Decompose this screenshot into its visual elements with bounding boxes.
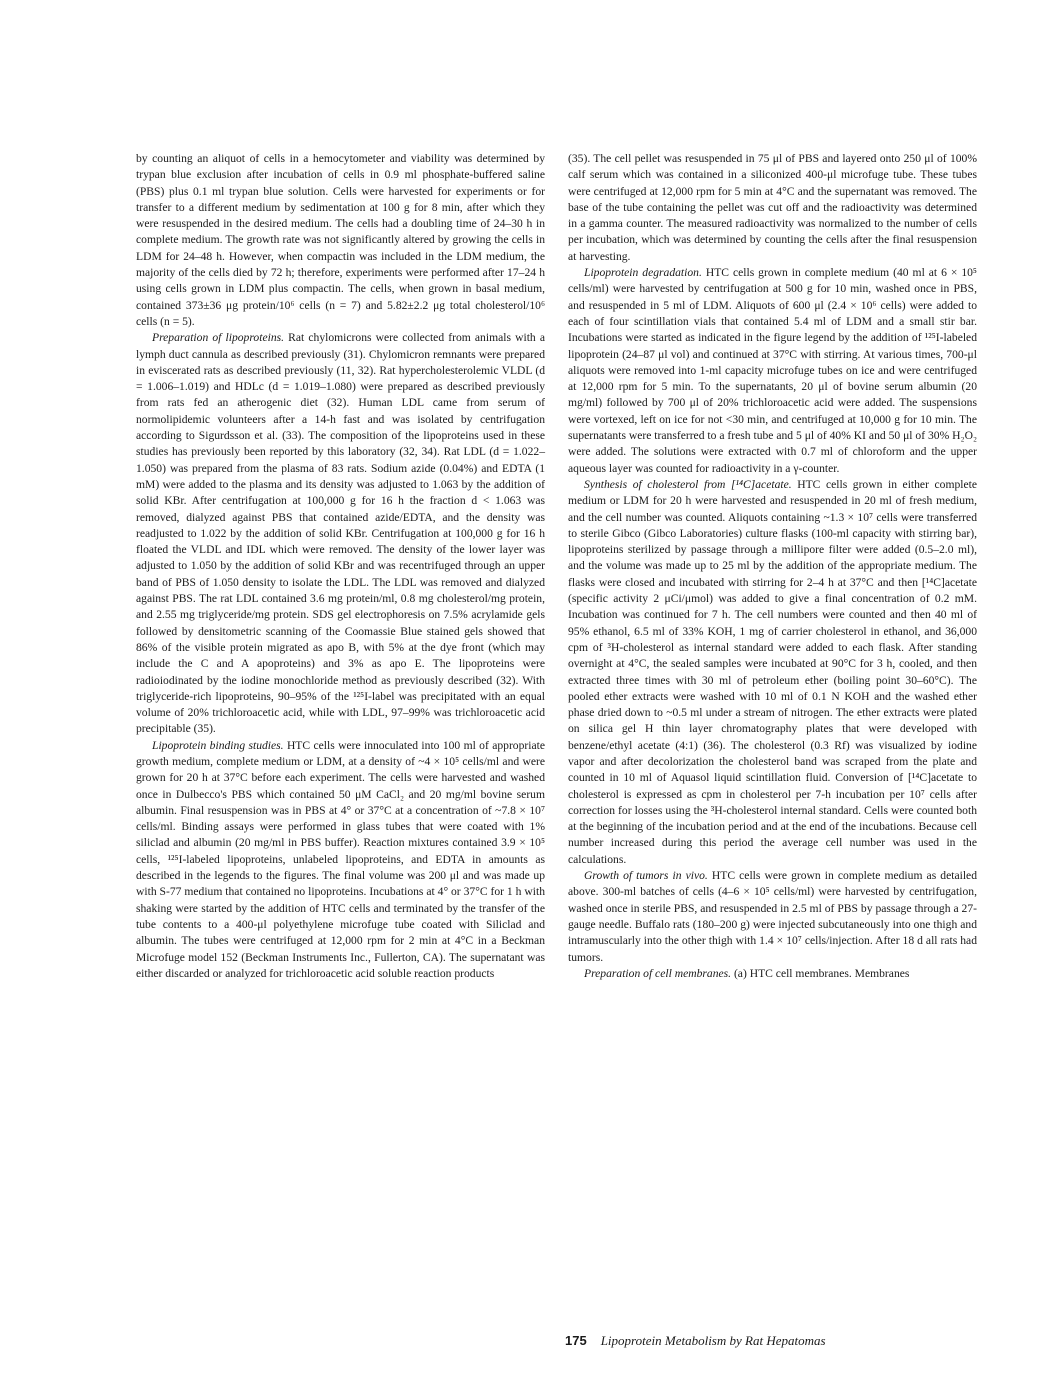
paragraph-preparation-of-lipoproteins: Preparation of lipoproteins. Rat chylomicrons were collected from animals with a lymph duct cannula as described previously (31). Chylomicron remnants were prepared in eviscerated rats as described previously (11, 32). Rat hypercholesterolemic VLDL (d = 1.006–1.019) and HDLc (d = 1.019–1.080) were prepared as described previously from rats fed an atherogenic diet (32). Human LDL came from serum of normolipidemic volunteers after a 14-h fast and was isolated by centrifugation according to Sigurdsson et al. (33). The composition of the lipoproteins used in these studies has previously been reported by this laboratory (32, 34). Rat LDL (d = 1.022–1.050) was prepared from the plasma of 83 rats. Sodium azide (0.04%) and EDTA (1 mM) were added to the plasma and its density was adjusted to 1.063 by the addition of solid KBr. After centrifugation at 100,000 g for 16 h the fraction d < 1.063 was removed, dialyzed against PBS that contained azide/EDTA, and the density was readjusted to 1.022 by the addition of solid KBr. Centrifugation at 100,000 g for 16 h floated the VLDL and IDL which were removed. The density of the lower layer was adjusted to 1.050 by the addition of solid KBr and was recentrifuged through an upper band of PBS of 1.050 density to isolate the LDL. The LDL was removed and dialyzed against PBS. The rat LDL contained 3.6 mg protein/ml, 0.8 mg cholesterol/mg protein, and 2.55 mg triglyceride/mg protein. SDS gel electrophoresis on 7.5% acrylamide gels followed by densitometric scanning of the Coomassie Blue stained gels showed that 86% of the visible protein migrated as apo B, with 5% at the dye front (which may include the C and A apoproteins) and 3% as apo E. The lipoproteins were radioiodinated by the iodine monochloride method as previously described (32). With triglyceride-rich lipoproteins, 90–95% of the ¹²⁵I-label was precipitated with an equal volume of 20% trichloroacetic acid, while with LDL, 97–99% was trichloroacetic acid precipitable (35). [136,331,545,736]
paragraph-cell-pellet: (35). The cell pellet was resuspended in 75 μl of PBS and layered onto 250 μl of 100% calf serum which was contained in a siliconized 400-μl microfuge tube. These tubes were centrifuged at 12,000 rpm for 5 min at 4°C and the supernatant was removed. The base of the tube containing the pellet was cut off and the radioactivity was determined in a gamma counter. The measured radioactivity was normalized to the number of cells per incubation, which was determined by counting the cells after the final resuspension at harvesting. [568,152,977,263]
right-column [568,151,977,982]
run-in-heading: Preparation of lipoproteins. [152,331,285,345]
run-in-heading: Synthesis of cholesterol from [¹⁴C]acetate. [584,477,792,491]
run-in-heading: Lipoprotein degradation. [584,266,702,280]
run-in-heading: Lipoprotein binding studies. [152,738,284,752]
run-in-heading: Growth of tumors in vivo. [584,869,708,883]
paragraph-lipoprotein-binding-studies: Lipoprotein binding studies. HTC cells were innoculated into 100 ml of appropriate growth medium, complete medium or LDM, at a density of ~4 × 10⁵ cells/ml and were grown for 20 h at 37°C before each experiment. The cells were harvested and washed once in Dulbecco's PBS which contained 50 μM CaCl₂ and 20 mg/ml bovine serum albumin. Final resuspension was in PBS at 4° or 37°C at a concentration of ~7.8 × 10⁷ cells/ml. Binding assays were performed in glass tubes that were coated with 1% siliclad and albumin (20 mg/ml in PBS buffer). Reaction mixtures contained 3.9 × 10⁵ cells, ¹²⁵I-labeled lipoproteins, unlabeled lipoproteins, and EDTA in amounts as described in the legends to the figures. The final volume was 200 μl and was made up with S-77 medium that contained no lipoproteins. Incubations at 4° or 37°C for 1 h with shaking were started by the addition of HTC cells and terminated by the transfer of the tube contents to a 400-μl polyethylene microfuge tube coated with Siliclad and albumin. The tubes were centrifuged at 12,000 rpm for 2 min at 4°C in a Beckman Microfuge model 152 (Beckman Instruments Inc., Fullerton, CA). The supernatant was either discarded or analyzed for trichloroacetic acid soluble reaction products [136,738,545,980]
page-footer [565,1333,826,1349]
running-title: Lipoprotein Metabolism by Rat Hepatomas [600,1333,826,1348]
paragraph-cell-counting: by counting an aliquot of cells in a hemocytometer and viability was determined by trypan blue exclusion after incubation of cells in 0.9 ml phosphate-buffered saline (PBS) plus 0.1 ml trypan blue solution. Cells were harvested for experiments or for transfer to a different medium by sedimentation at 100 g for 8 min, after which they were resuspended in the desired medium. The cells had a doubling time of 24–30 h in complete medium. The growth rate was not significantly altered by growing the cells in LDM for 24–48 h. However, when compactin was included in the LDM medium, the majority of the cells died by 72 h; therefore, experiments were performed after 17–24 h using cells grown in LDM plus compactin. The cells, when grown in basal medium, contained 373±36 μg protein/10⁶ cells (n = 7) and 5.82±2.2 μg total cholesterol/10⁶ cells (n = 5). [136,152,545,328]
paragraph-synthesis-of-cholesterol: Synthesis of cholesterol from [¹⁴C]acetate. HTC cells grown in either complete medium or LDM for 20 h were harvested and resuspended in 20 ml of fresh medium, and the cell number was counted. Aliquots containing ~1.3 × 10⁷ cells were transferred to sterile Gibco (Gibco Laboratories) culture flasks (100-ml capacity with stirring bar), lipoproteins sterilized by passage through a millipore filter were added (0.5–2.0 ml), and the volume was made up to 25 ml by the addition of the appropriate medium. The flasks were closed and incubated with stirring for 2–4 h at 37°C and then [¹⁴C]acetate (specific activity 2 μCi/μmol) was added to give a final concentration of 0.2 mM. Incubation was continued for 7 h. The cell numbers were counted and then 40 ml of 95% ethanol, 6.5 ml of 33% KOH, 1 mg of carrier cholesterol in ethanol, and 36,000 cpm of ³H-cholesterol as internal standard were added to each flask. After standing overnight at 4°C, the sealed samples were incubated at 90°C for 3 h, cooled, and then extracted three times with 30 ml of petroleum ether (boiling point 30–60°C). The pooled ether extracts were washed with 10 ml of 0.1 N KOH and the washed ether phase dried down to ~0.5 ml under a stream of nitrogen. The ether extracts were plated on silica gel H thin layer chromatography plates that were developed with benzene/ethyl acetate (4:1) (36). The cholesterol (0.3 Rf) was visualized by iodine vapor and after decolorization the cholesterol band was scraped from the plate and counted in 10 ml of Aquasol liquid scintillation fluid. Conversion of [¹⁴C]acetate to cholesterol is expressed as cpm in cholesterol per 7-h incubation per 10⁷ cells after correction for losses using the ³H-cholesterol internal standard. Cells were counted both at the beginning of the incubation period and at the end of the incubations. Because cell number increased during this period the average cell number was used in the calculations. [568,477,978,866]
paragraph-preparation-of-cell-membranes: Preparation of cell membranes. (a) HTC cell membranes. Membranes [584,966,910,980]
page-number: 175 [565,1333,587,1348]
paragraph-growth-of-tumors: Growth of tumors in vivo. HTC cells were grown in complete medium as detailed above. 300-ml batches of cells (4–6 × 10⁵ cells/ml) were harvested by centrifugation, washed once in sterile PBS, and resuspended in 2.5 ml of PBS by passage through a 27-gauge needle. Buffalo rats (180–200 g) were injected subcutaneously into one thigh and intramuscularly into the other thigh with 1.4 × 10⁷ cells/injection. After 18 d all rats had tumors. [568,869,977,964]
run-in-heading: Preparation of cell membranes. [584,966,732,980]
paragraph-lipoprotein-degradation: Lipoprotein degradation. HTC cells grown in complete medium (40 ml at 6 × 10⁵ cells/ml) were harvested by centrifugation at 500 g for 10 min, washed once in PBS, and resuspended in 5 ml of LDM. Aliquots of 600 μl (2.4 × 10⁶ cells) were added to each of four scintillation vials that contained 5.4 ml of LDM and a small stir bar. Incubations were started as indicated in the figure legend by the addition of ¹²⁵I-labeled lipoprotein (24–87 μl vol) and continued at 37°C with stirring. At various times, 700-μl aliquots were removed into 1-ml capacity microfuge tubes on ice and were centrifuged at 12,000 rpm for 5 min. To the supernatants, 20 μl of bovine serum albumin (20 mg/ml) followed by 700 μl of 20% trichloroacetic acid were added. The suspensions were vortexed, left on ice for not <30 min, and centrifuged at 10,000 g for 10 min. The supernatants were transferred to a fresh tube and 5 μl of 40% KI and 50 μl of 30% H₂O₂ were added. The solutions were extracted with 0.7 ml of chloroform and the upper aqueous layer was counted for radioactivity in a γ-counter. [568,266,977,475]
left-column [136,151,545,982]
